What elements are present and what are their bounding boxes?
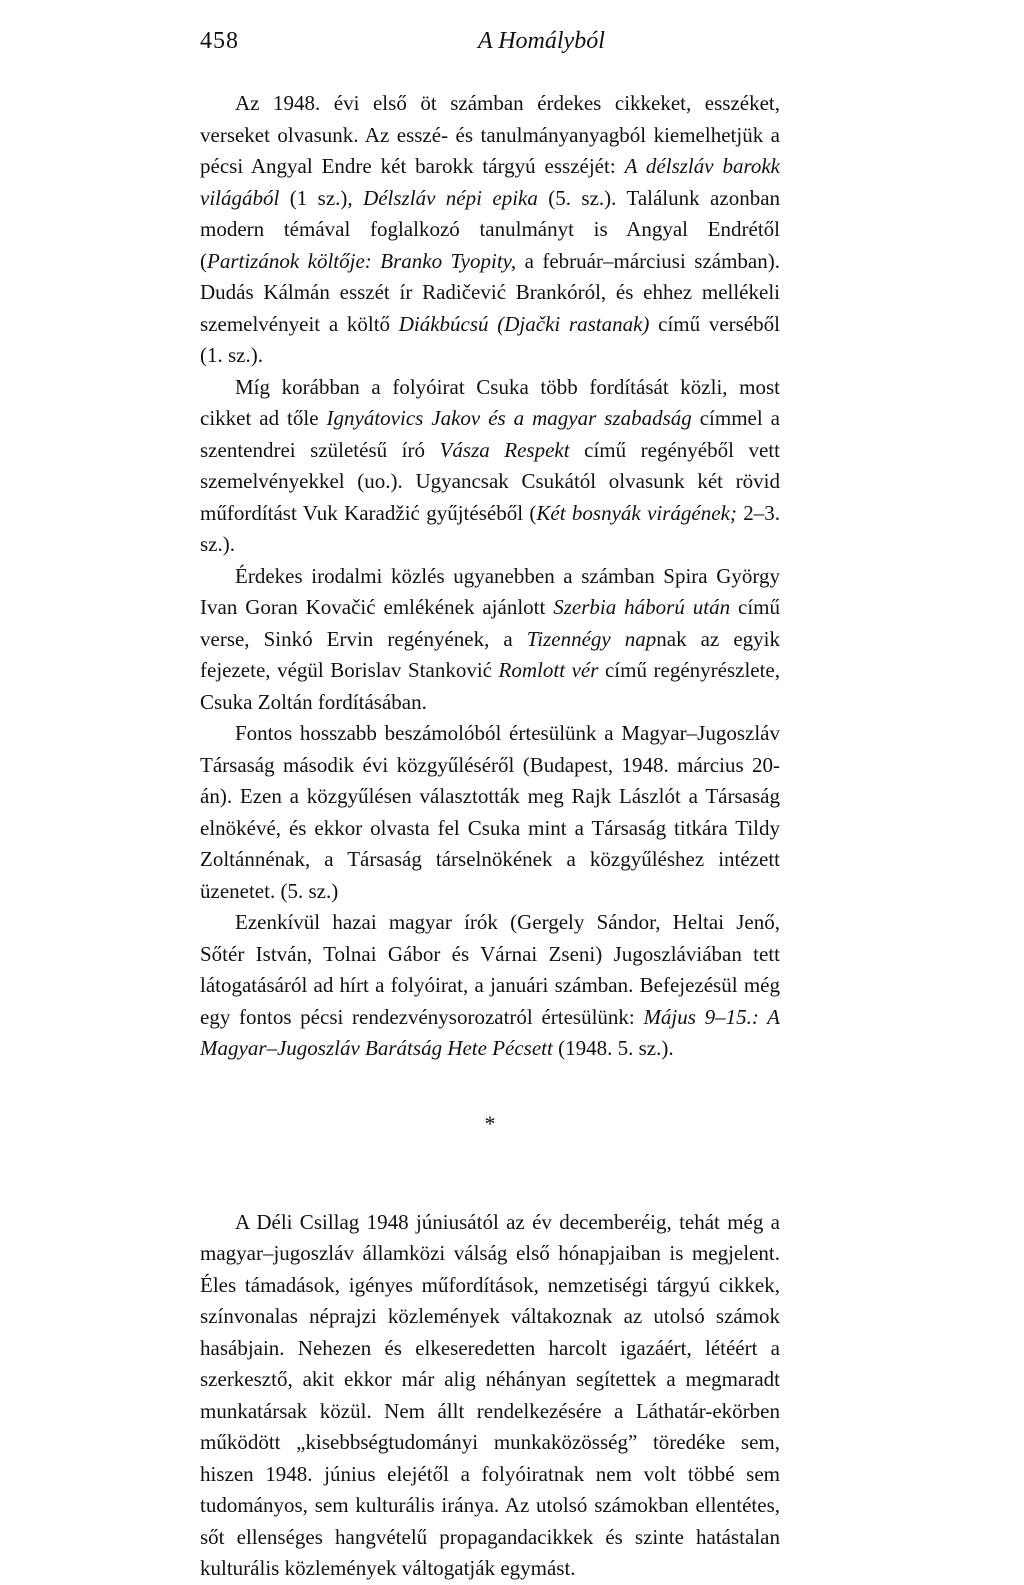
italic-title-text: Diákbúcsú (Djački rastanak): [398, 311, 650, 336]
body-text: [200, 88, 780, 1585]
paragraph-text: című regényrészlete, Csuka Zoltán fordításában.: [200, 658, 781, 714]
paragraph-text: (5. sz.). Találunk azonban modern témával foglalkozó tanulmányt is Angyal Endrétől (: [200, 185, 781, 273]
paragraph-text: című regényéből vett szemelvényekkel (uo.). Ugyancsak Csukától olvasunk két rövid műfordítást Vuk Karadžić gyűjtéséből (: [200, 437, 780, 525]
paragraph-text: című verséből (1. sz.).: [200, 311, 780, 367]
italic-title-text: Ignyátovics Jakov és a magyar szabadság: [326, 406, 692, 430]
paragraph-text: Az 1948. évi első öt számban érdekes cikkeket, esszéket, verseket olvasunk. Az esszé- és tanulmányanyagból kiemelhetjük a pécsi Angyal Endre két barokk tárgyú esszéjét:: [200, 91, 780, 178]
italic-title-text: Szerbia háború után: [553, 595, 731, 619]
paragraph-text: című verse, Sinkó Ervin regényének, a: [200, 595, 780, 651]
paragraph: [200, 561, 780, 719]
italic-title-text: Május 9–15.: A Magyar–Jugoszláv Barátság Hete Pécsett: [200, 1004, 780, 1060]
paragraph-text: Ezenkívül hazai magyar írók (Gergely Sándor, Heltai Jenő, Sőtér István, Tolnai Gábor és Várnai Zseni) Jugoszláviában tett látogatásáról ad hírt a folyóirat, a januári számban. Befejezésül még egy fontos pécsi rendezvénysorozatról értesülünk:: [200, 910, 780, 1029]
italic-title-text: Romlott vér: [498, 658, 599, 682]
paragraph-text: Fontos hosszabb beszámolóból értesülünk a Magyar–Jugoszláv Társaság második évi közgyűléséről (Budapest, 1948. március 20-án). Ezen a közgyűlésen választották meg Rajk Lászlót a Társaság elnökévé, és ekkor olvasta fel Csuka mint a Társaság titkára Tildy Zoltánnénak, a Társaság társelnökének a közgyűléshez intézett üzenetet. (5. sz.): [200, 721, 780, 903]
italic-title-text: Partizánok költője: Branko Tyopity,: [207, 248, 517, 273]
paragraph-text: (1 sz.),: [279, 185, 364, 210]
paragraph-text: Érdekes irodalmi közlés ugyanebben a számban Spira György Ivan Goran Kovačić emlékének ajánlott: [200, 563, 780, 619]
paragraph: [200, 1207, 780, 1585]
running-title: A Homályból: [478, 28, 605, 54]
paragraph: [200, 718, 780, 907]
paragraph: [200, 88, 780, 372]
section-after-separator: [200, 1207, 780, 1585]
paragraph-text: nak az egyik fejezete, végül Borislav Stanković: [200, 626, 780, 682]
page-header: [200, 28, 826, 62]
italic-title-text: Tizennégy nap: [526, 626, 657, 651]
paragraph-text: a február–márciusi számban). Dudás Kálmán esszét ír Radičević Brankóról, és ehhez mellékeli szemelvényeit a költő: [200, 248, 780, 336]
paragraph-text: címmel a szentendrei születésű író: [200, 406, 780, 462]
section-before-separator: [200, 88, 780, 1065]
paragraph-text: A Déli Csillag 1948 júniusától az év decemberéig, tehát még a magyar–jugoszláv államközi válság első hónapjaiban is megjelent. Éles támadások, igényes műfordítások, nemzetiségi tárgyú cikkek, színvonalas néprajzi közlemények váltakoznak az utolsó számok hasábjain. Nehezen és elkeseredetten harcolt igazáért, létéért a szerkesztő, akit ekkor már alig néhányan segítettek a megmaradt munkatársak közül. Nem állt rendelkezésére a Láthatár-ekörben működött „kisebbségtudományi munkaközösség” töredéke sem, hiszen 1948. június elejétől a folyóiratnak nem volt többé sem tudományos, sem kulturális iránya. Az utolsó számokban ellentétes, sőt ellenséges hangvételű propagandacikkek és szinte hatástalan kulturális közlemények váltogatják egymást.: [200, 1209, 780, 1580]
paragraph-text: Míg korábban a folyóirat Csuka több fordítását közli, most cikket ad tőle: [200, 374, 780, 430]
italic-title-text: Délszláv népi epika: [363, 185, 538, 210]
section-separator: *: [484, 1110, 496, 1136]
italic-title-text: Vásza Respekt: [439, 437, 570, 462]
paragraph: [200, 372, 780, 561]
italic-title-text: A délszláv barokk világából: [200, 154, 781, 210]
page-number: 458: [200, 28, 239, 54]
paragraph-text: (1948. 5. sz.).: [552, 1036, 674, 1060]
paragraph-text: 2–3. sz.).: [200, 500, 781, 556]
italic-title-text: Két bosnyák virágének;: [536, 500, 737, 525]
paragraph: [200, 907, 780, 1065]
